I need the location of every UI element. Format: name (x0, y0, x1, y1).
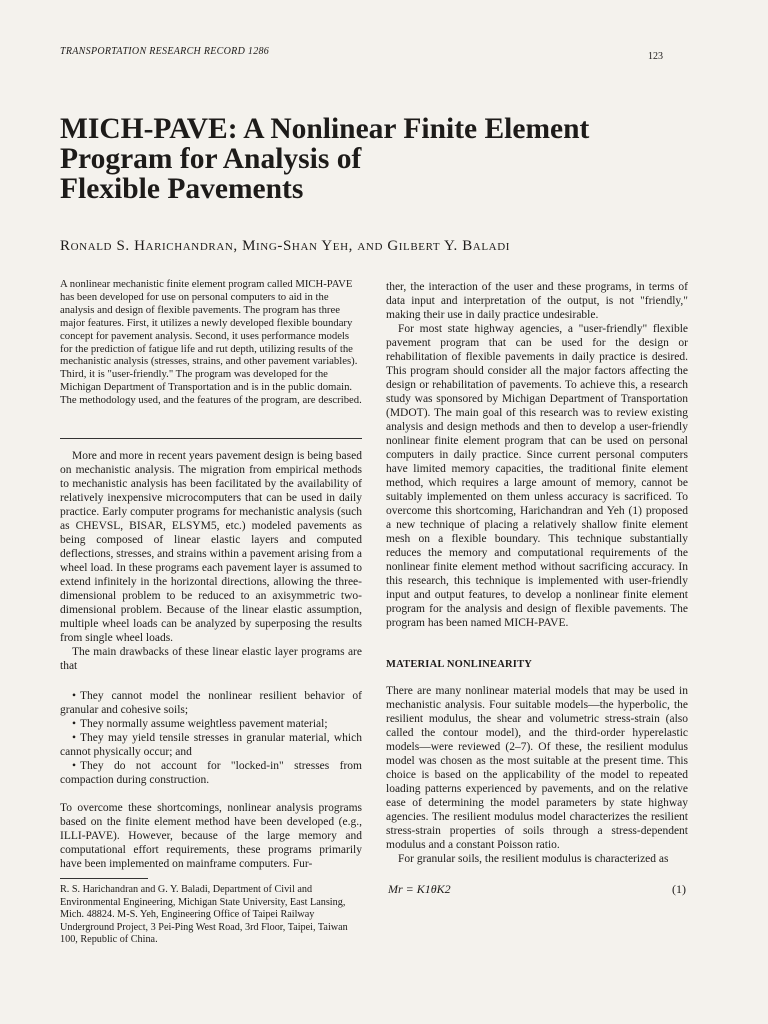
body-paragraph: More and more in recent years pavement design is being based on mechanistic analysis. The migration from empirical methods to mechanistic analysis has been facilitated by the availability of relatively inexpensive microcomputers that can be used in daily practice. Early computer programs for mechanistic analysis (such as CHEVSL, BISAR, ELSYM5, etc.) modeled pavements as being composed of linear elastic layers and computed deflections, stresses, and strains within a pavement arising from a wheel load. In these programs each pavement layer is assumed to extend infinitely in the horizontal directions, allowing the three-dimensional problem to be reduced to an axisymmetric two-dimensional problem. Because of the linear elastic assumption, multiple wheel loads can be analyzed by superposing the results from single wheel loads. (60, 450, 362, 644)
page-number: 123 (648, 51, 663, 62)
author-list: Ronald S. Harichandran, Ming-Shan Yeh, and Gilbert Y. Baladi (60, 238, 511, 254)
bullet-icon: • (72, 690, 77, 702)
bullet-icon: • (72, 718, 77, 730)
body-paragraph: To overcome these shortcomings, nonlinear analysis programs based on the finite element method have been developed (e.g., ILLI-PAVE). However, because of the large memory and computational effort requirements, these programs primarily have been implemented on mainframe computers. Fur- (60, 802, 362, 870)
title-line: Flexible Pavements (60, 173, 304, 205)
section-heading: MATERIAL NONLINEARITY (386, 659, 533, 670)
title-line: Program for Analysis of (60, 143, 362, 175)
body-paragraph: ther, the interaction of the user and these programs, in terms of data input and interpretation of the output, is not "friendly," making their use in daily practice undesirable. (386, 281, 688, 321)
author-affiliations-footnote: R. S. Harichandran and G. Y. Baladi, Department of Civil and Environmental Engineering, Michigan State University, East Lansing, Mich. 48824. M-S. Yeh, Engineering Office of Taipei Railway Underground Project, 3 Pei-Ping West Road, 3rd Floor, Taipei, Taiwan 100, Republic of China. (60, 884, 348, 945)
body-paragraph: There are many nonlinear material models that may be used in mechanistic analysis. Four suitable models—the hyperbolic, the resilient modulus, the shear and volumetric stress-strain (also called the contour model), and the third-order hyperelastic models—were reviewed (2–7). Of these, the resilient modulus model was chosen as the most suitable at the present time. This choice is based on the applicability of the model to repeated loading patterns experienced by pavements, and on the relative ease of determining the model parameters by state highway agencies. The resilient modulus model characterizes the resilient stress-strain properties of soils through a stress-dependent modulus and a constant Poisson ratio. (386, 685, 688, 851)
running-head: TRANSPORTATION RESEARCH RECORD 1286 (60, 46, 270, 57)
list-item: • They do not account for "locked-in" stresses from compaction during construction. (60, 760, 362, 786)
abstract-divider (60, 438, 362, 439)
bullet-icon: • (72, 760, 77, 772)
body-paragraph: For most state highway agencies, a "user-friendly" flexible pavement program that can be used for the design or rehabilitation of flexible pavements in daily practice is desired. This program should consider all the major factors affecting the design or rehabilitation of pavements. To achieve this, a research study was sponsored by Michigan Department of Transportation (MDOT). The main goal of this research was to review existing analysis and design methods and then to develop a user-friendly nonlinear finite element program that can be used on personal computers in daily practice. Since current personal computers have limited memory capacities, the traditional finite element method, which requires a large amount of memory, cannot be suitably implemented on them unless accuracy is sacrificed. To overcome this shortcoming, Harichandran and Yeh (1) proposed a new technique of placing a relatively shallow finite element mesh on a flexible boundary. This technique substantially reduces the memory and computational requirements of the nonlinear finite element method without sacrificing accuracy. In this research, this technique is implemented with user-friendly input and output features, to develop a nonlinear finite element program for the analysis and design of flexible pavements. The program has been named MICH-PAVE. (386, 323, 688, 629)
body-paragraph: The main drawbacks of these linear elastic layer programs are that (60, 646, 362, 672)
footnote-divider (60, 878, 148, 879)
right-column (386, 280, 688, 896)
equation (386, 882, 688, 896)
abstract-text: A nonlinear mechanistic finite element program called MICH-PAVE has been developed for use on personal computers to aid in the analysis and design of flexible pavements. The program has three major features. First, it utilizes a newly developed flexible boundary concept for pavement analysis. Second, it uses performance models for the prediction of fatigue life and rut depth, utilizing results of the mechanistic analysis (stresses, strains, and other pavement variables). Third, it is "user-friendly." The program was developed for the Michigan Department of Transportation and is in the public domain. The methodology used, and the features of the program, are described. (60, 278, 362, 407)
list-item: • They may yield tensile stresses in granular material, which cannot physically occur; and (60, 732, 362, 758)
equation-number: (1) (672, 882, 686, 896)
left-column (60, 449, 362, 871)
bullet-icon: • (72, 732, 77, 744)
list-item: • They normally assume weightless pavement material; (72, 718, 328, 730)
equation-body: Mr = K1θK2 (388, 882, 451, 896)
title-line: MICH-PAVE: A Nonlinear Finite Element (60, 113, 590, 145)
abstract (60, 278, 362, 407)
paper-title (60, 114, 700, 204)
list-item: • They cannot model the nonlinear resilient behavior of granular and cohesive soils; (60, 690, 362, 716)
drawbacks-list (60, 689, 362, 787)
body-paragraph: For granular soils, the resilient modulus is characterized as (398, 853, 669, 865)
